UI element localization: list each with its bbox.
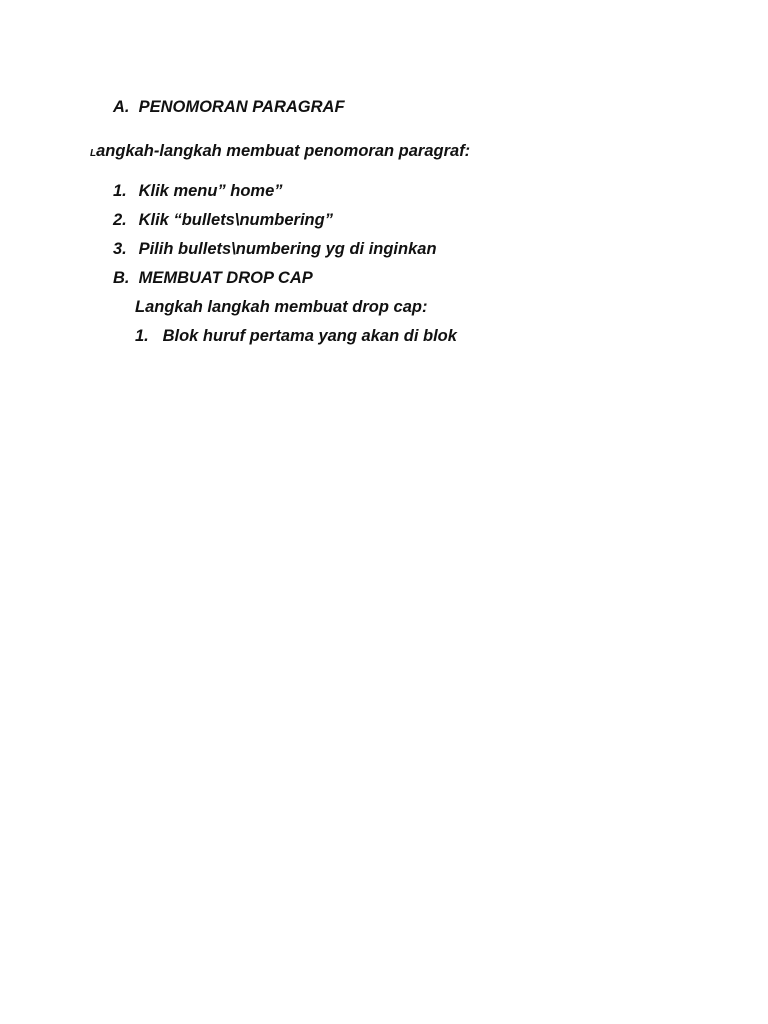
list-item-number: 1. [135, 327, 149, 345]
section-a-title: PENOMORAN PARAGRAF [138, 98, 345, 116]
list-item-text: Klik menu” home” [138, 182, 283, 200]
section-a-heading [113, 97, 345, 117]
list-item [113, 239, 437, 259]
intro-text: angkah-langkah membuat penomoran paragraf: [96, 142, 471, 160]
section-b-intro [135, 297, 427, 317]
intro-first-letter: L [90, 148, 97, 159]
section-b-heading [113, 268, 313, 288]
list-item-text: Pilih bullets\numbering yg di inginkan [138, 240, 437, 258]
list-item-text: Blok huruf pertama yang akan di blok [162, 327, 457, 345]
section-b-title: MEMBUAT DROP CAP [138, 269, 313, 287]
list-item [135, 326, 457, 346]
list-item-text: Klik “bullets\numbering” [138, 211, 333, 229]
list-item-number: 1. [113, 182, 127, 200]
section-a-marker: A. [113, 98, 130, 116]
list-item-number: 2. [113, 211, 127, 229]
list-item-number: 3. [113, 240, 127, 258]
list-item [113, 210, 333, 230]
section-b-intro-text: Langkah langkah membuat drop cap: [135, 298, 428, 316]
list-item [113, 181, 283, 201]
intro-paragraph [90, 141, 470, 164]
section-b-marker: B. [113, 269, 130, 287]
